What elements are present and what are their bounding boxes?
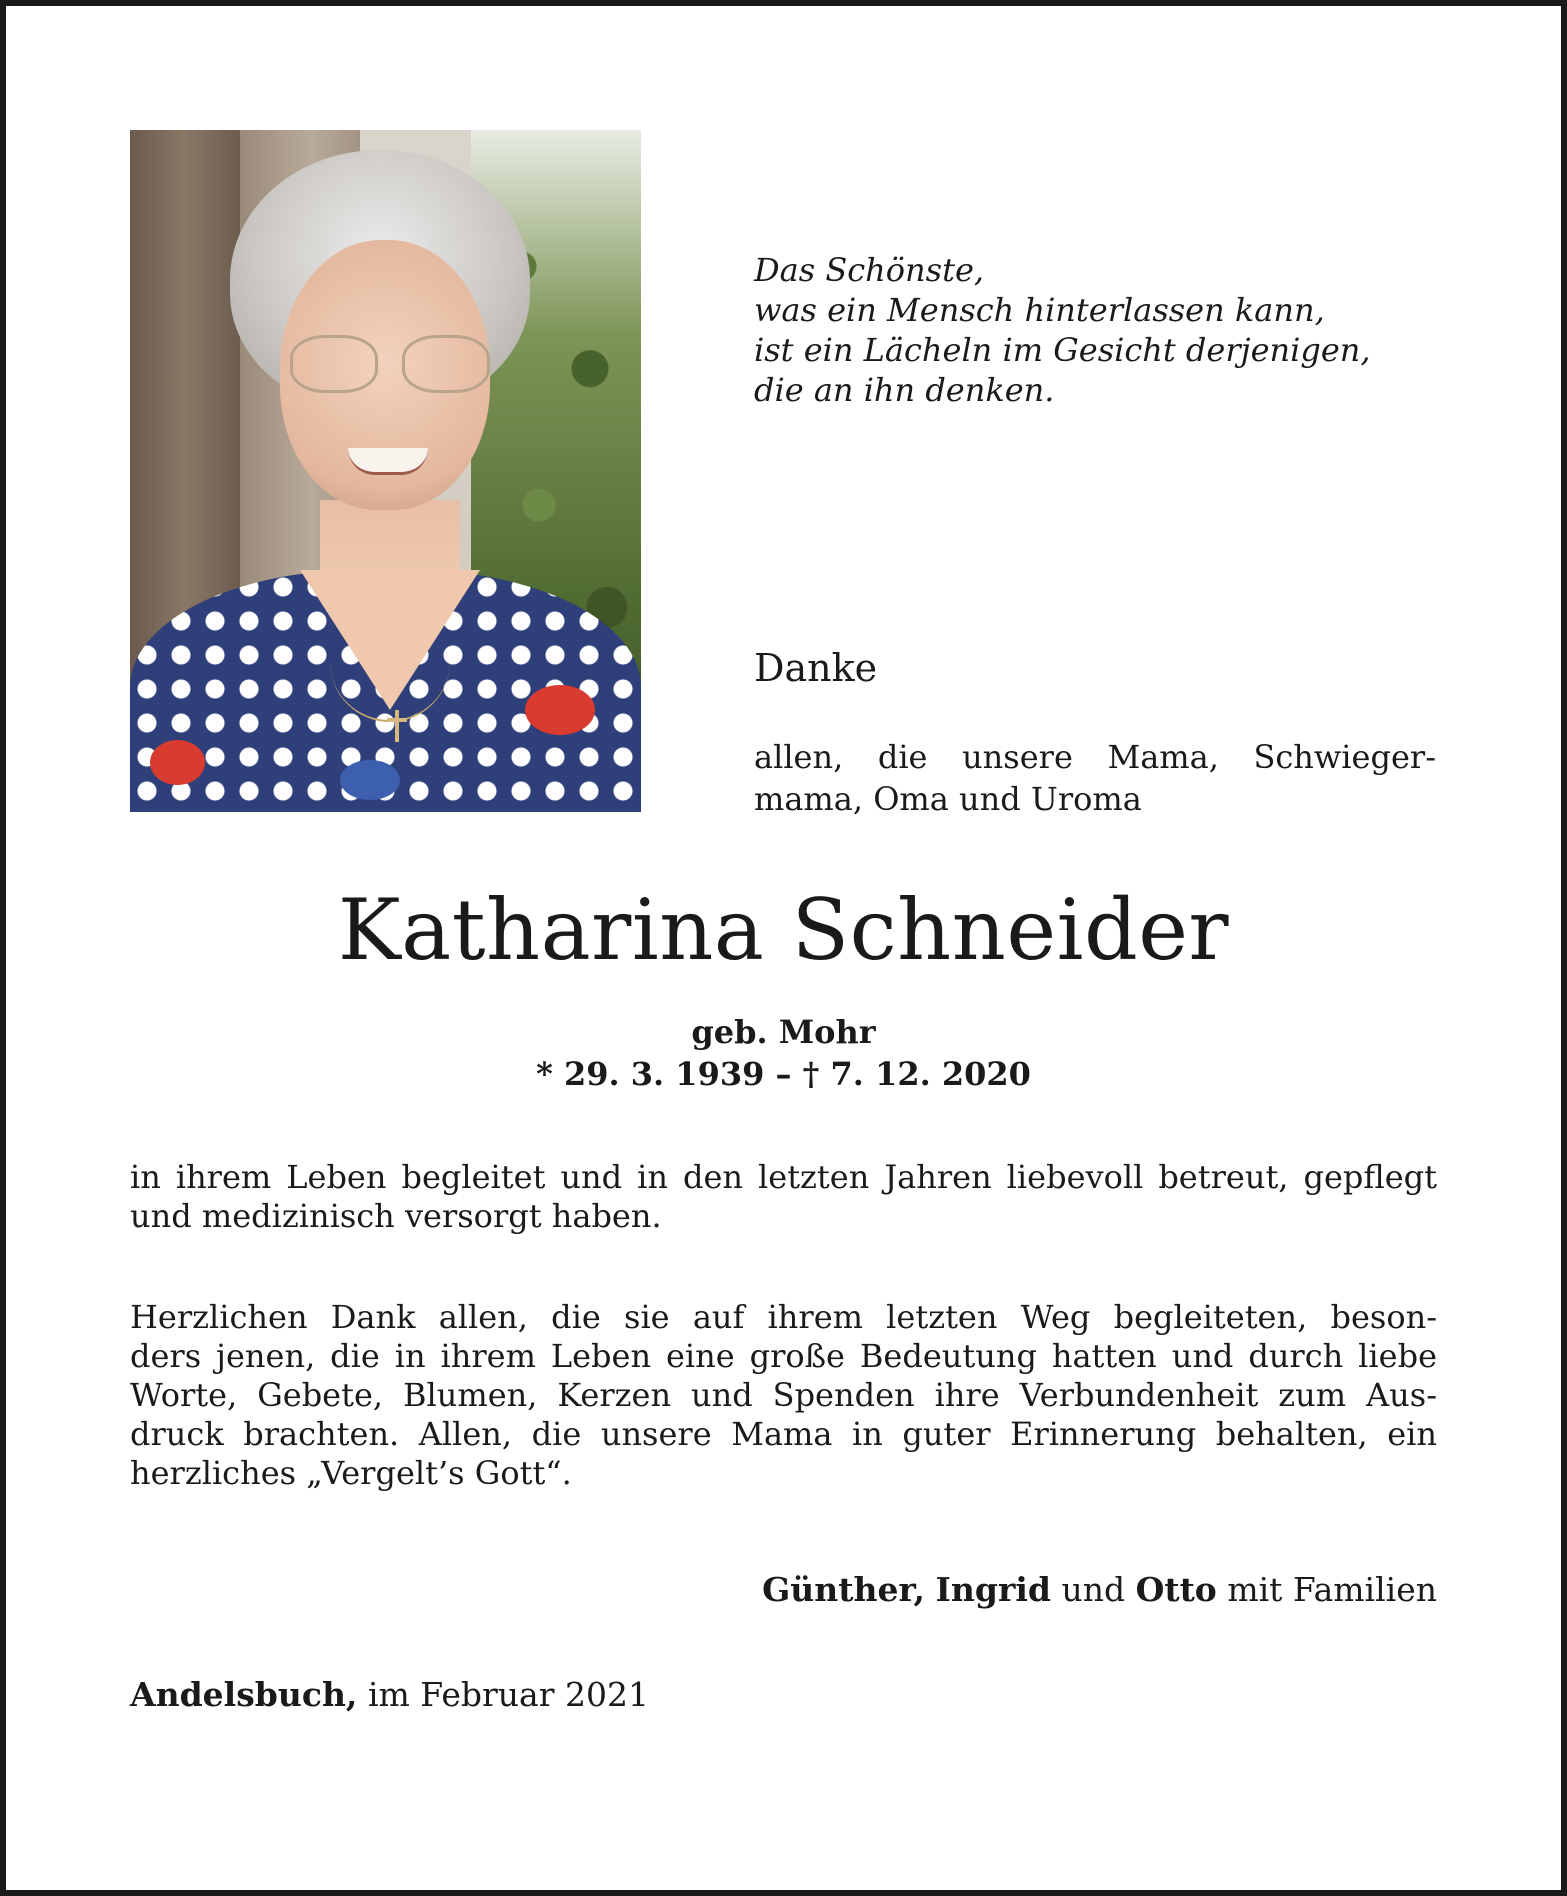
signature-suffix: mit Familien xyxy=(1227,1570,1437,1609)
quote-line: die an ihn denken. xyxy=(754,371,1055,409)
memorial-quote xyxy=(754,250,1454,410)
body-paragraph-2 xyxy=(130,1298,1437,1493)
paragraph-line: ders jenen, die in ihrem Leben eine große Bedeutung hatten und durch liebe xyxy=(130,1337,1437,1375)
paragraph-line: Herzlichen Dank allen, die sie auf ihrem letzten Weg begleiteten, beson- xyxy=(130,1298,1437,1336)
place-name: Andelsbuch, xyxy=(130,1675,358,1714)
signer-name: Günther, xyxy=(762,1570,925,1609)
paragraph-line: Worte, Gebete, Blumen, Kerzen und Spenden ihre Verbundenheit zum Aus- xyxy=(130,1376,1437,1414)
signer-name: Otto xyxy=(1135,1570,1217,1609)
signature-conjunction: und xyxy=(1061,1570,1126,1609)
body-paragraph-1 xyxy=(130,1158,1437,1236)
quote-line: was ein Mensch hinterlassen kann, xyxy=(754,291,1325,329)
intro-line: mama, Oma und Uroma xyxy=(754,780,1142,818)
signature-line xyxy=(762,1568,1437,1612)
notice-date: im Februar 2021 xyxy=(367,1675,649,1714)
place-date xyxy=(130,1673,649,1717)
portrait-photo xyxy=(130,130,641,812)
signer-name: Ingrid xyxy=(935,1570,1051,1609)
paragraph-line: druck brachten. Allen, die unsere Mama in guter Erinnerung behalten, ein xyxy=(130,1415,1437,1453)
thanks-heading: Danke xyxy=(754,646,878,690)
thanks-intro xyxy=(754,736,1436,820)
paragraph-line: in ihrem Leben begleitet und in den letzten Jahren liebevoll betreut, gepflegt xyxy=(130,1158,1437,1196)
deceased-name: Katharina Schneider xyxy=(337,881,1230,979)
intro-line: allen, die unsere Mama, Schwieger- xyxy=(754,738,1436,776)
paragraph-line: und medizinisch versorgt haben. xyxy=(130,1197,662,1235)
paragraph-line: herzliches „Vergelt’s Gott“. xyxy=(130,1454,572,1492)
quote-line: ist ein Lächeln im Gesicht derjenigen, xyxy=(754,331,1371,369)
life-dates: * 29. 3. 1939 – † 7. 12. 2020 xyxy=(536,1055,1031,1093)
quote-line: Das Schönste, xyxy=(754,251,985,289)
birth-name: geb. Mohr xyxy=(691,1013,876,1051)
